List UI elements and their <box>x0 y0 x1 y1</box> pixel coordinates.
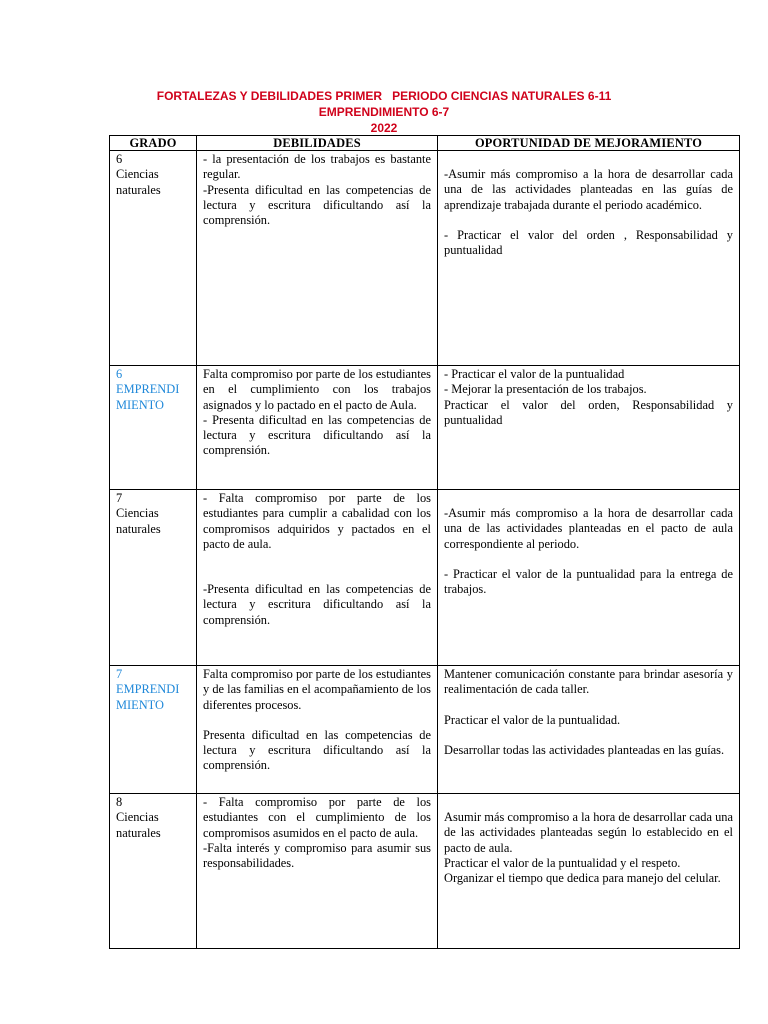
oportunidad-cell <box>438 366 740 490</box>
title-line-1: FORTALEZAS Y DEBILIDADES PRIMER PERIODO CIENCIAS NATURALES 6-11 <box>156 89 612 103</box>
debilidad-item: Presenta dificultad en las competencias de lectura y escritura dificultando así la comprensión. <box>203 727 431 773</box>
debilidad-item: - Falta compromiso por parte de los estudiantes para cumplir a cabalidad con los compromisos adquiridos y pactados en el pacto de aula. <box>203 491 431 551</box>
column-header-debilidades: DEBILIDADES <box>197 136 438 151</box>
oportunidad-item: Mantener comunicación constante para brindar asesoría y realimentación de cada taller. <box>444 667 733 697</box>
oportunidad-cell <box>438 666 740 794</box>
debilidades-cell <box>197 490 438 666</box>
oportunidad-item: Asumir más compromiso a la hora de desarrollar cada una de las actividades planteadas según lo establecido en el pacto de aula. <box>444 810 733 855</box>
grade-number: 6 <box>116 367 123 381</box>
grade-subject: Ciencias naturales <box>116 506 161 536</box>
debilidad-item: Falta compromiso por parte de los estudiantes en el cumplimiento con los trabajos asignados y lo pactado en el pacto de Aula. <box>203 367 431 412</box>
table-row <box>110 151 740 366</box>
debilidad-item: - la presentación de los trabajos es bastante regular. <box>203 152 431 182</box>
oportunidad-item: Desarrollar todas las actividades planteadas en las guías. <box>444 742 725 757</box>
oportunidad-item: -Asumir más compromiso a la hora de desarrollar cada una de las actividades planteadas en las guías de aprendizaje trabajada durante el periodo académico. <box>444 167 733 212</box>
oportunidad-item: - Practicar el valor del orden , Responsabilidad y puntualidad <box>444 227 733 258</box>
oportunidad-cell <box>438 490 740 666</box>
oportunidad-item: Practicar el valor de la puntualidad. <box>444 712 621 727</box>
oportunidad-item: Practicar el valor de la puntualidad y el respeto. <box>444 855 681 870</box>
grade-subject: EMPRENDI MIENTO <box>116 382 180 412</box>
table-row <box>110 490 740 666</box>
debilidades-cell <box>197 794 438 949</box>
debilidad-item: -Presenta dificultad en las competencias de lectura y escritura dificultando así la comprensión. <box>203 582 431 627</box>
oportunidad-item: Organizar el tiempo que dedica para manejo del celular. <box>444 871 721 886</box>
table-row <box>110 794 740 949</box>
debilidades-cell <box>197 666 438 794</box>
grade-subject: EMPRENDI MIENTO <box>116 682 180 712</box>
oportunidad-item: Practicar el valor del orden, Responsabilidad y puntualidad <box>444 397 733 427</box>
oportunidad-cell <box>438 151 740 366</box>
debilidades-cell <box>197 366 438 490</box>
grade-number: 7 <box>116 667 123 681</box>
oportunidad-item: - Practicar el valor de la puntualidad <box>444 367 625 381</box>
debilidad-item: -Falta interés y compromiso para asumir sus responsabilidades. <box>203 840 431 871</box>
grade-number: 6 <box>116 152 123 166</box>
debilidad-item: - Falta compromiso por parte de los estudiantes con el cumplimiento de los compromisos asumidos en el pacto de aula. <box>203 795 431 840</box>
oportunidad-item: -Asumir más compromiso a la hora de desarrollar cada una de las actividades planteadas en el pacto de aula correspondiente al periodo. <box>444 506 733 551</box>
table-row <box>110 666 740 794</box>
grade-cell <box>110 666 197 794</box>
grade-cell <box>110 151 197 366</box>
oportunidad-item: - Mejorar la presentación de los trabajos. <box>444 382 647 397</box>
grade-cell <box>110 490 197 666</box>
table-header-row <box>110 136 740 151</box>
grade-subject: Ciencias naturales <box>116 167 161 197</box>
column-header-oportunidad: OPORTUNIDAD DE MEJORAMIENTO <box>438 136 740 151</box>
title-line-3: 2022 <box>370 121 398 135</box>
debilidad-item: Falta compromiso por parte de los estudiantes y de las familias en el acompañamiento de los diferentes procesos. <box>203 667 431 712</box>
oportunidad-cell <box>438 794 740 949</box>
table-row <box>110 366 740 490</box>
grade-number: 7 <box>116 491 123 505</box>
grade-cell <box>110 366 197 490</box>
debilidad-item: - Presenta dificultad en las competencias de lectura y escritura dificultando así la comprensión. <box>203 412 431 458</box>
column-header-grado: GRADO <box>110 136 197 151</box>
debilidades-cell <box>197 151 438 366</box>
oportunidad-item: - Practicar el valor de la puntualidad para la entrega de trabajos. <box>444 566 733 597</box>
grade-subject: Ciencias naturales <box>116 810 161 840</box>
grade-number: 8 <box>116 795 123 809</box>
debilidad-item: -Presenta dificultad en las competencias de lectura y escritura dificultando así la comprensión. <box>203 182 431 228</box>
title-line-2: EMPRENDIMIENTO 6-7 <box>318 105 450 119</box>
document-title <box>100 88 668 136</box>
grade-cell <box>110 794 197 949</box>
report-table <box>109 135 740 949</box>
